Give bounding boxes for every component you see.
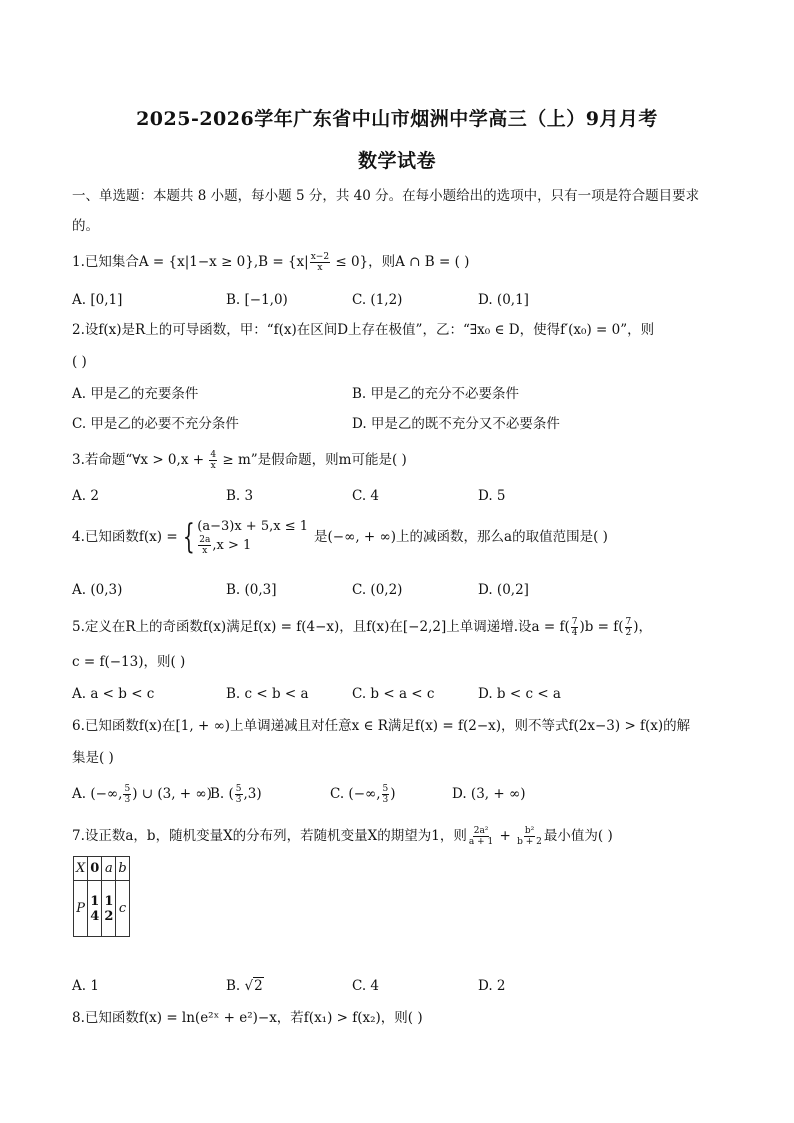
q7-option-a[interactable]: A. 1 [72,978,99,994]
q5-b-den: 2 [625,628,632,638]
question-6-stem-line2: 集是( ) [72,750,114,766]
q3-frac-num: 4 [210,450,217,460]
q2-option-c[interactable]: C. 甲是乙的必要不充分条件 [72,416,239,432]
q3-option-d[interactable]: D. 5 [478,488,506,504]
q1-option-a[interactable]: A. [0,1] [72,292,123,308]
q1-stem-post: ≤ 0}，则A ∩ B = ( ) [331,254,470,270]
table-row [74,857,130,881]
q5-option-b[interactable]: B. c < b < a [226,686,309,702]
q6-c-num: 5 [382,784,389,794]
q6-b-den: 3 [235,795,242,805]
q4-case2-den: x [202,546,208,556]
question-3-stem [72,450,407,471]
section-instructions-line1: 一、单选题：本题共 8 小题，每小题 5 分，共 40 分。在每小题给出的选项中，只有一项是符合题目要求 [72,188,700,204]
q4-option-c[interactable]: C. (0,2) [352,582,403,598]
q7-p0-num: 1 [90,893,100,909]
q3-stem-post: ≥ m”是假命题，则m可能是( ) [218,452,407,468]
q6-c-pre: C. (−∞, [330,786,381,802]
table-cell: a [102,857,116,881]
q4-option-b[interactable]: B. (0,3] [226,582,277,598]
table-cell: 0 [88,857,102,881]
distribution-table [73,856,130,937]
table-cell [102,881,116,937]
q6-a-pre: A. (−∞, [72,786,123,802]
q3-stem-pre: 3.若命题“∀x > 0,x + [72,452,209,468]
q6-option-b[interactable] [210,784,262,805]
q7-pa-den: 2 [104,908,114,924]
question-2-stem-line1: 2.设f(x)是R上的可导函数，甲：“f(x)在区间D上存在极值”，乙：“∃x₀ ∈ D，使得f′(x₀) = 0”，则 [72,322,655,338]
q5-line1-mid: )b = f( [579,619,624,635]
q5-a-den: 4 [571,628,578,638]
question-6-stem-line1: 6.已知函数f(x)在[1, + ∞)上单调递减且对任意x ∈ R满足f(x) = f(2−x)，则不等式f(2x−3) > f(x)的解 [72,718,691,734]
q2-option-d[interactable]: D. 甲是乙的既不充分又不必要条件 [352,416,560,432]
q7-b-label: B. [226,978,245,994]
q7-f2-den: b + 2 [517,837,542,847]
q1-option-d[interactable]: D. (0,1] [478,292,529,308]
q6-option-d[interactable] [452,784,525,804]
q1-stem-pre: 1.已知集合A = {x|1−x ≥ 0},B = {x| [72,254,309,270]
q4-stem-post: 是(−∞, + ∞)上的减函数，那么a的取值范围是( ) [314,529,608,545]
section-instructions-line2: 的。 [72,218,99,234]
table-cell [88,881,102,937]
q3-option-b[interactable]: B. 3 [226,488,254,504]
q7-plus: + [495,828,516,844]
q7-p0-den: 4 [90,908,100,924]
q5-a-num: 7 [571,617,578,627]
q1-option-c[interactable]: C. (1,2) [352,292,403,308]
q4-stem-pre: 4.已知函数f(x) = [72,529,178,545]
q4-option-a[interactable]: A. (0,3) [72,582,123,598]
q7-fraction-2 [516,826,543,847]
q7-pa-fraction [104,894,113,924]
q4-case-2 [197,535,308,556]
q1-frac-num: x−2 [310,252,330,262]
q6-option-c[interactable] [330,784,396,805]
q3-fraction [209,450,217,471]
q6-a-den: 3 [124,795,131,805]
q7-f2-num: b² [524,826,535,836]
q5-option-c[interactable]: C. b < a < c [352,686,435,702]
q5-option-d[interactable]: D. b < c < a [478,686,561,702]
question-5-stem-line1 [72,617,652,638]
q6-a-fraction [123,784,131,805]
table-cell: b [116,857,129,881]
sqrt-icon: √2 [244,978,263,994]
table-cell: c [116,881,129,937]
question-4-stem [72,518,608,556]
q5-line1-post: )， [633,619,653,635]
q7-fraction-1 [468,826,494,847]
q7-b-radicand: 2 [254,978,263,994]
table-cell-p-label: P [74,881,88,937]
q7-option-d[interactable]: D. 2 [478,978,506,994]
q6-b-pre: B. ( [210,786,234,802]
q6-b-fraction [235,784,243,805]
q6-c-post: ) [390,786,396,802]
q7-stem-pre: 7.设正数a，b，随机变量X的分布列，若随机变量X的期望为1，则 [72,828,467,844]
q7-stem-post: 最小值为( ) [543,828,613,844]
q4-option-d[interactable]: D. (0,2] [478,582,529,598]
q5-b-num: 7 [625,617,632,627]
q4-case2-fraction [198,535,211,556]
q2-option-b[interactable]: B. 甲是乙的充分不必要条件 [352,386,520,402]
table-cell-x-label: X [74,857,88,881]
q5-a-fraction [571,617,579,638]
question-1-stem [72,252,469,273]
q4-case2-post: ,x > 1 [212,538,252,553]
page-subtitle: 数学试卷 [357,150,436,172]
q1-fraction [310,252,330,273]
q3-option-c[interactable]: C. 4 [352,488,380,504]
table-row [74,881,130,937]
q7-f1-num: 2a² [473,826,489,836]
q7-option-c[interactable]: C. 4 [352,978,380,994]
q7-option-b[interactable] [226,976,264,996]
question-2-stem-line2: ( ) [72,354,87,370]
q5-b-fraction [625,617,633,638]
q6-option-a[interactable] [72,784,212,805]
q7-f1-den: a + 1 [468,837,494,847]
q4-piecewise [178,518,308,556]
page-title: 2025-2026学年广东省中山市烟洲中学高三（上）9月月考 [136,108,658,130]
q5-line1-pre: 5.定义在R上的奇函数f(x)满足f(x) = f(4−x)，且f(x)在[−2,2]上单调递增.设a = f( [72,619,570,635]
q6-a-num: 5 [124,784,131,794]
q5-option-a[interactable]: A. a < b < c [72,686,155,702]
q6-b-num: 5 [235,784,242,794]
q4-case-1: (a−3)x + 5,x ≤ 1 [197,519,308,534]
question-7-stem [72,826,613,847]
q6-c-den: 3 [382,795,389,805]
q6-d-label: D. (3, + ∞) [452,786,526,802]
q7-p0-fraction [90,894,99,924]
question-8-stem: 8.已知函数f(x) = ln(e²ˣ + e²)−x，若f(x₁) > f(x₂)，则( ) [72,1010,423,1026]
q6-a-post: ) ∪ (3, + ∞) [132,786,212,802]
left-brace-icon: { [182,517,195,557]
q2-option-a[interactable]: A. 甲是乙的充要条件 [72,386,199,402]
q3-frac-den: x [210,461,216,471]
question-5-stem-line2: c = f(−13)，则( ) [72,654,186,670]
q4-cases [197,518,308,556]
q3-option-a[interactable]: A. 2 [72,488,99,504]
q1-frac-den: x [317,263,323,273]
q6-c-fraction [382,784,390,805]
q6-b-post: ,3) [243,786,262,802]
q1-option-b[interactable]: B. [−1,0) [226,292,288,308]
q7-pa-num: 1 [104,893,114,909]
q4-case2-num: 2a [199,535,211,545]
